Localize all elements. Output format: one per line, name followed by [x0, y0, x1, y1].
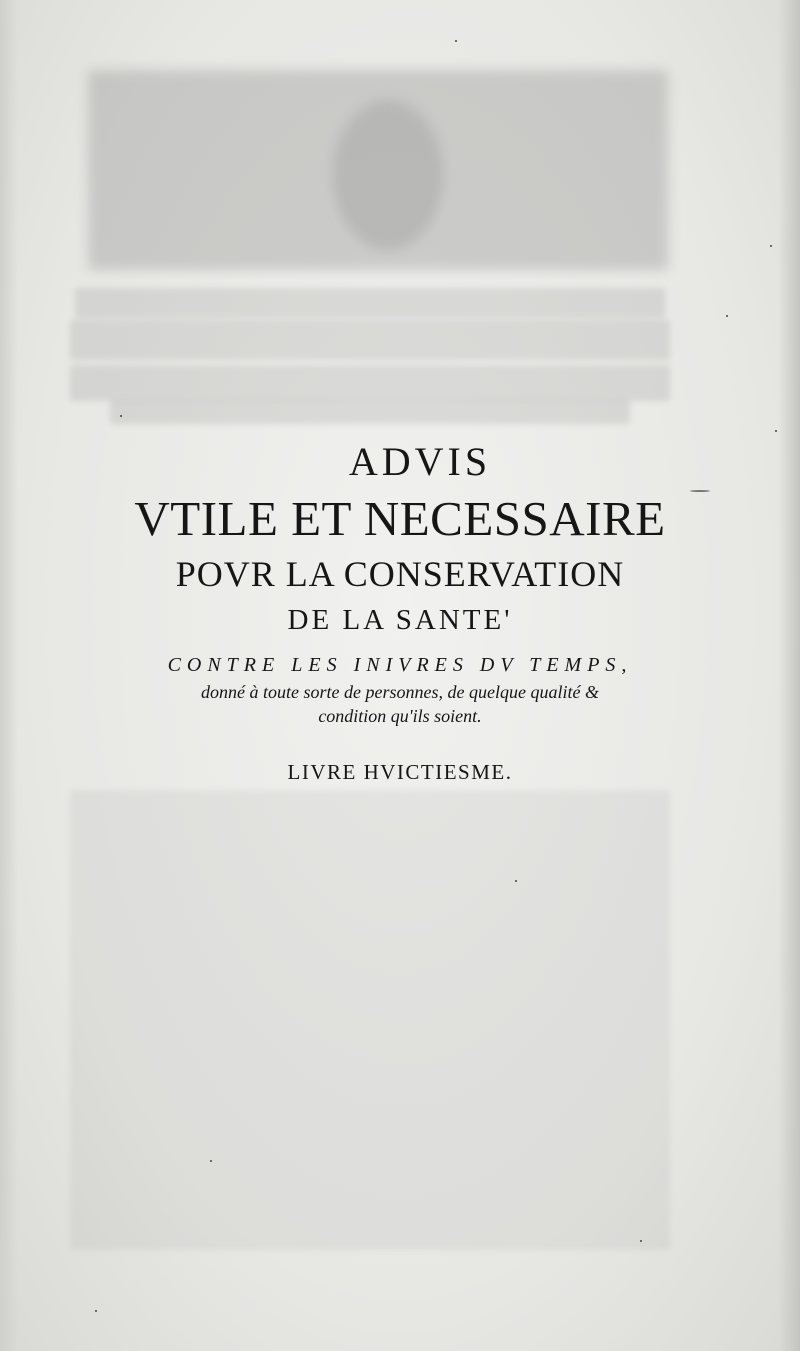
title-advis: ADVIS	[348, 439, 492, 484]
paper-speck	[690, 490, 710, 492]
title-povr-la-conservation: POVR LA CONSERVATION	[175, 554, 625, 594]
paper-speck	[120, 415, 122, 417]
paper-speck	[95, 1310, 97, 1312]
paper-speck	[640, 1240, 642, 1242]
paper-speck	[726, 315, 728, 317]
bleed-through-line	[70, 320, 670, 360]
paper-speck	[775, 430, 777, 432]
bleed-through-line	[70, 365, 670, 401]
bleed-through-ornament	[88, 70, 668, 270]
paper-speck	[515, 880, 517, 882]
title-vtile-et-necessaire: VTILE ET NECESSAIRE	[134, 491, 666, 546]
paper-speck	[770, 245, 772, 247]
page-edge-shadow-right	[778, 0, 800, 1351]
title-block	[60, 438, 740, 786]
bleed-through-line	[75, 288, 665, 318]
bleed-through-line	[110, 400, 630, 424]
paper-speck	[455, 40, 457, 42]
paper-speck	[210, 1160, 212, 1162]
subtitle-condition: condition qu'ils soient.	[318, 706, 482, 726]
bleed-through-text-block	[70, 790, 670, 1250]
subtitle-contre-les-inivres: CONTRE LES INIVRES DV TEMPS,	[167, 654, 633, 676]
book-heading: LIVRE HVICTIESME.	[287, 760, 513, 784]
subtitle-donne-a-toute-sorte: donné à toute sorte de personnes, de quelque qualité &	[201, 682, 599, 702]
page-edge-shadow-left	[0, 0, 18, 1351]
title-de-la-sante: DE LA SANTE'	[287, 604, 513, 636]
